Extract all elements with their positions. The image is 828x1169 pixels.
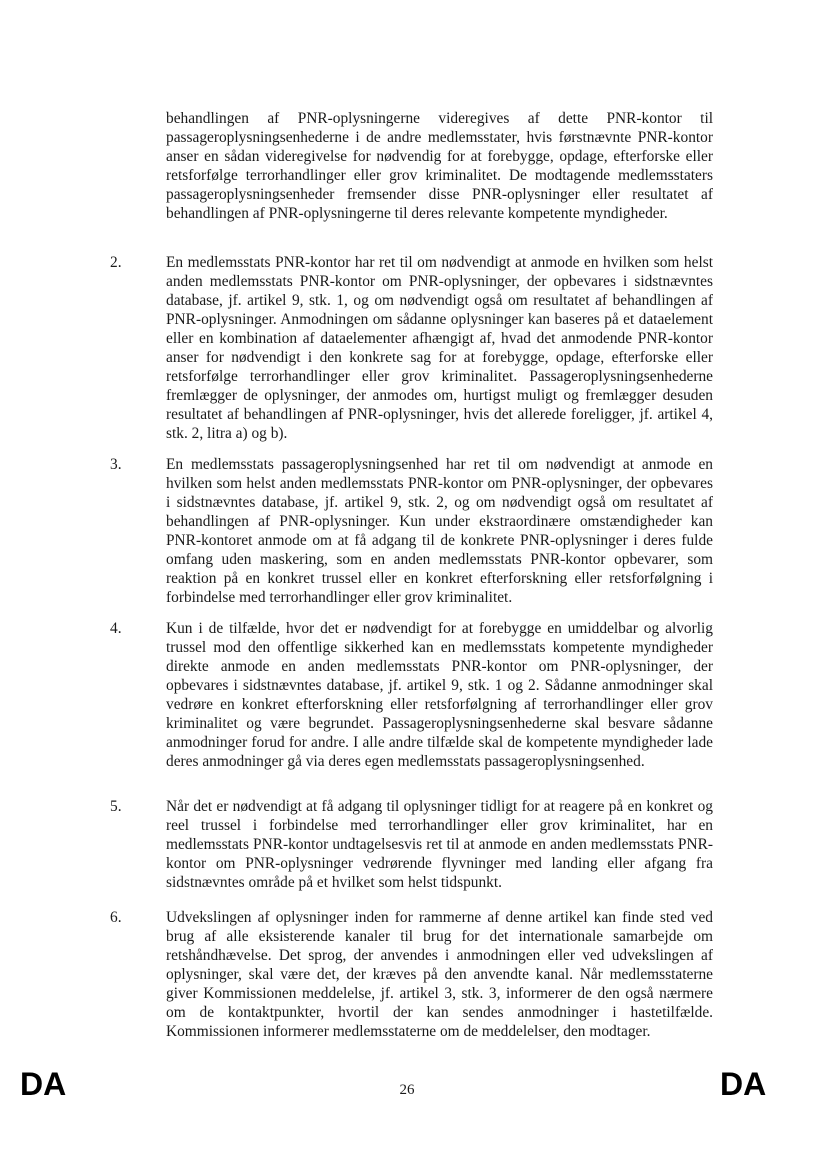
- paragraph-text: Kun i de tilfælde, hvor det er nødvendigt for at forebygge en umiddelbar og alvorlig trussel mod den offentlige sikkerhed kan en medlemsstats kompetente myndigheder direkte anmode en anden medlemsstats PNR-kontor om PNR-oplysninger, der opbevares i sidstnævntes database, jf. artikel 9, stk. 1 og 2. Sådanne anmodninger skal vedrøre en konkret efterforskning eller retsforfølgning af terrorhandlinger eller grov kriminalitet og være begrundet. Passageroplysningsenhederne skal besvare sådanne anmodninger forud for andre. I alle andre tilfælde skal de kompetente myndigheder lade deres anmodninger gå via deres egen medlemsstats passageroplysningsenhed.: [166, 620, 713, 770]
- paragraph-number: 3.: [110, 456, 122, 473]
- footer-language-right: DA: [720, 1066, 767, 1102]
- paragraph-number: 2.: [110, 254, 122, 271]
- paragraph-text: En medlemsstats PNR-kontor har ret til om nødvendigt at anmode en hvilken som helst anden medlemsstats PNR-kontor om PNR-oplysninger, der opbevares i sidstnævntes database, jf. artikel 9, stk. 1, og om nødvendigt også om resultatet af behandlingen af PNR-oplysninger. Anmodningen om sådanne oplysninger kan baseres på et dataelement eller en kombination af dataelementer afhængigt af, hvad det anmodende PNR-kontor anser for nødvendigt i den konkrete sag for at forebygge, opdage, efterforske eller retsforfølge terrorhandlinger eller grov kriminalitet. Passageroplysningsenhederne fremlægger de oplysninger, der anmodes om, hurtigst muligt og fremlægger desuden resultatet af behandlingen af PNR-oplysninger, hvis det allerede foreligger, jf. artikel 4, stk. 2, litra a) og b).: [166, 254, 713, 442]
- paragraph-text: En medlemsstats passageroplysningsenhed har ret til om nødvendigt at anmode en hvilken som helst anden medlemsstats PNR-kontor om PNR-oplysninger, der opbevares i sidstnævntes database, jf. artikel 9, stk. 2, og om nødvendigt også om resultatet af behandlingen af PNR-oplysninger. Kun under ekstraordinære omstændigheder kan PNR-kontoret anmode om at få adgang til de konkrete PNR-oplysninger i deres fulde omfang uden maskering, som en anden medlemsstats PNR-kontor opbevarer, som reaktion på en konkret trussel eller en konkret efterforskning eller retsforfølgning i forbindelse med terrorhandlinger eller grov kriminalitet.: [166, 456, 713, 606]
- paragraph-text: Udvekslingen af oplysninger inden for rammerne af denne artikel kan finde sted ved brug af alle eksisterende kanaler til brug for det internationale samarbejde om retshåndhævelse. Det sprog, der anvendes i anmodningen eller ved udvekslingen af oplysninger, skal være det, der kræves på den anvendte kanal. Når medlemsstaterne giver Kommissionen meddelelse, jf. artikel 3, stk. 3, informerer de den også nærmere om de kontaktpunkter, hvortil der kan sendes anmodninger i hastetilfælde. Kommissionen informerer medlemsstaterne om de meddelelser, den modtager.: [166, 909, 713, 1040]
- footer-language-left: DA: [20, 1066, 67, 1102]
- paragraph-text: behandlingen af PNR-oplysningerne videregives af dette PNR-kontor til passageroplysningsenhederne i de andre medlemsstater, hvis førstnævnte PNR-kontor anser en sådan videregivelse for nødvendig for at forebygge, opdage, efterforske eller retsforfølge terrorhandlinger eller grov kriminalitet. De modtagende medlemsstaters passageroplysningsenheder fremsender disse PNR-oplysninger eller resultatet af behandlingen af PNR-oplysningerne til deres relevante kompetente myndigheder.: [166, 110, 713, 222]
- page-number: 26: [399, 1082, 415, 1098]
- paragraph-number: 5.: [110, 798, 122, 815]
- paragraph-number: 4.: [110, 620, 122, 637]
- paragraph-text: Når det er nødvendigt at få adgang til oplysninger tidligt for at reagere på en konkret og reel trussel i forbindelse med terrorhandlinger eller grov kriminalitet, har en medlemsstats PNR-kontor undtagelsesvis ret til at anmode en anden medlemsstats PNR-kontor om PNR-oplysninger vedrørende flyvninger med landing eller afgang fra sidstnævntes område på et hvilket som helst tidspunkt.: [166, 798, 713, 891]
- paragraph-number: 6.: [110, 909, 122, 926]
